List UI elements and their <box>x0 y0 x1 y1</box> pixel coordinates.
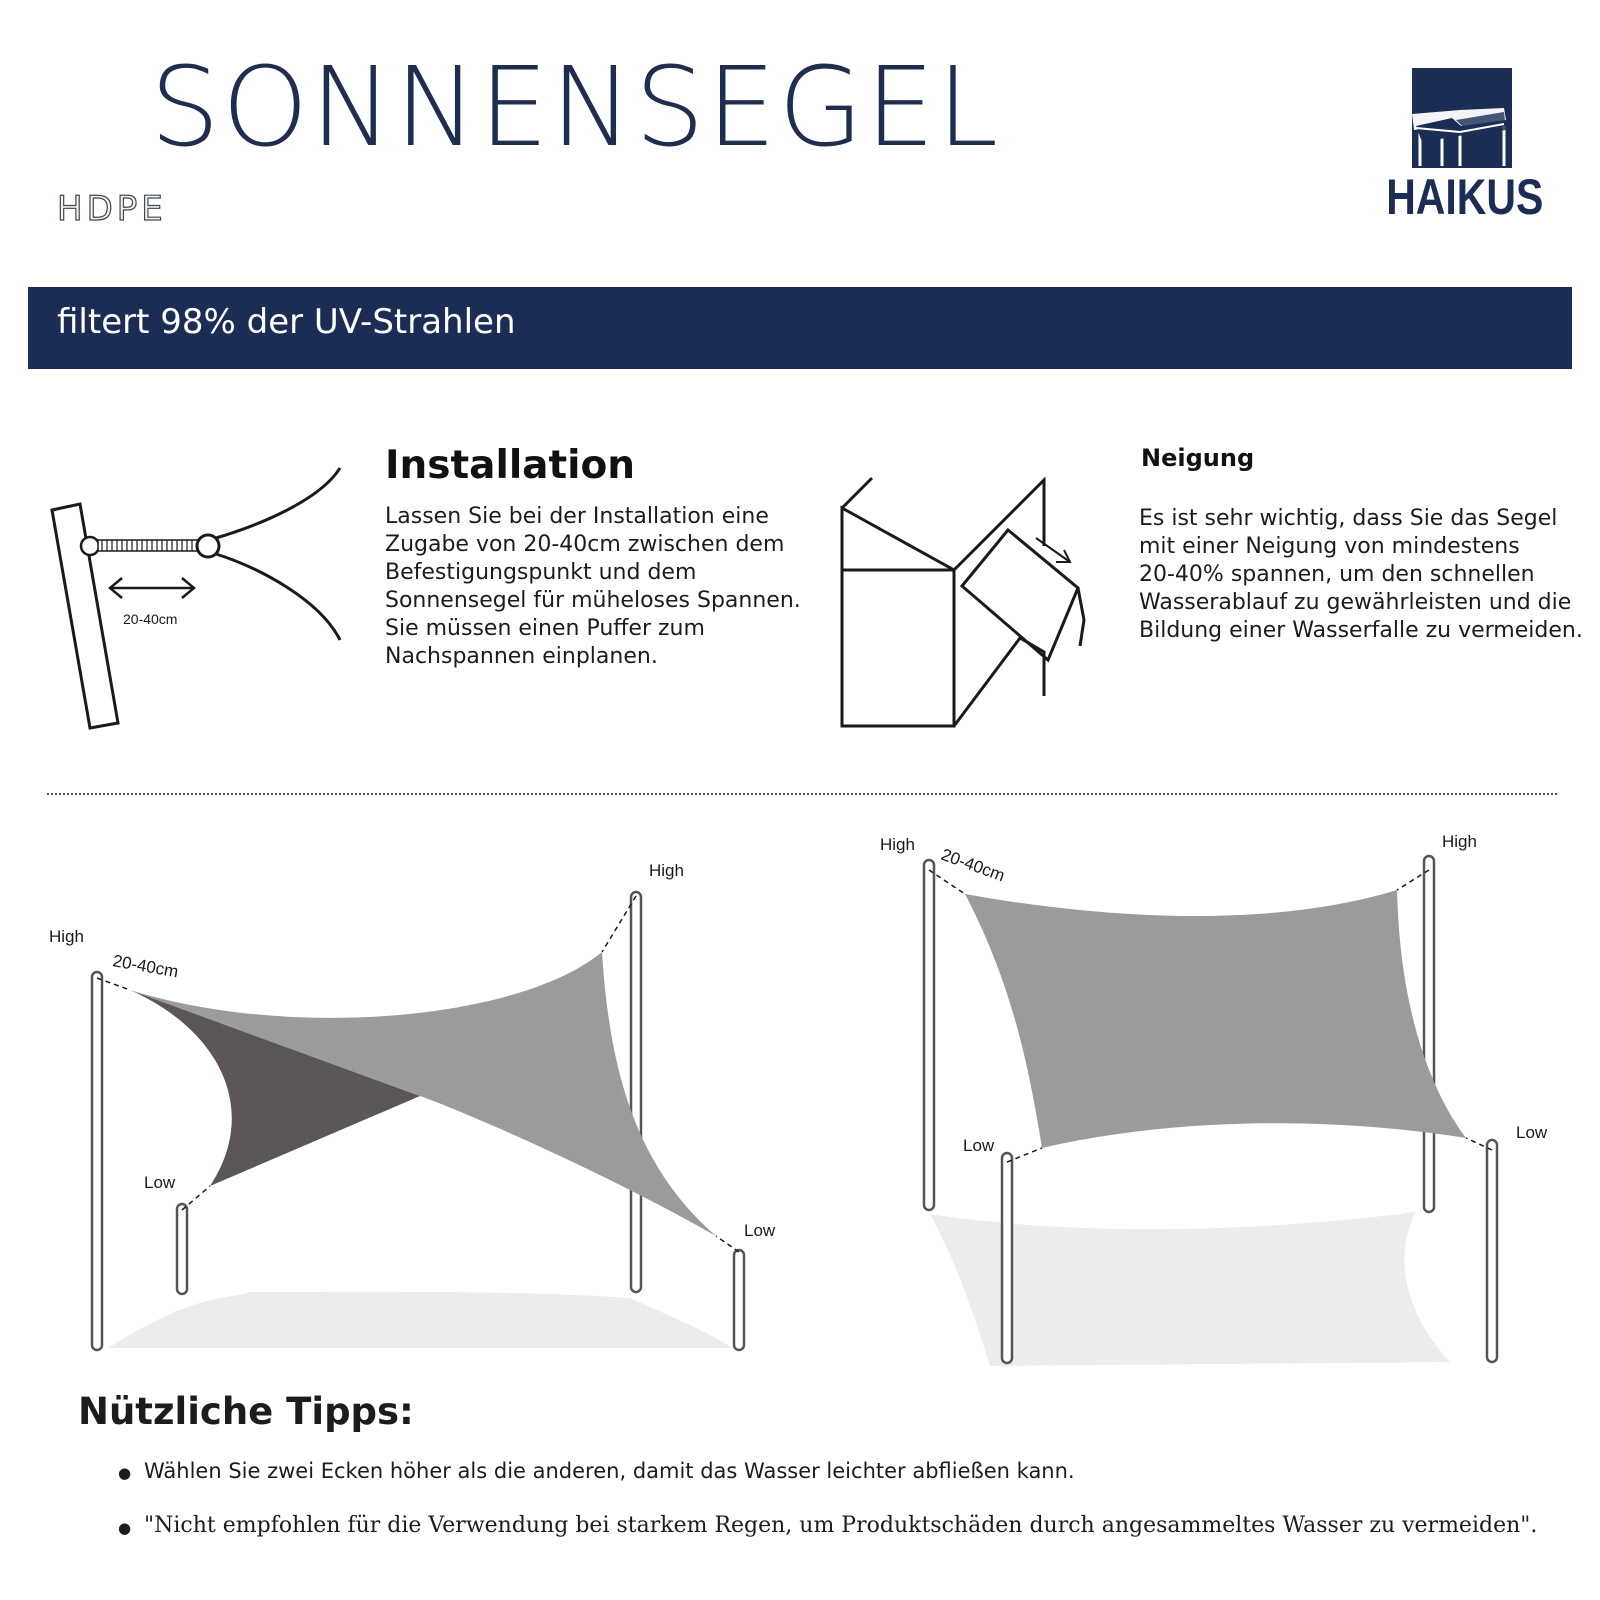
uv-banner <box>28 287 1572 369</box>
corner-label-low: Low <box>144 1173 176 1192</box>
slope-line: Es ist sehr wichtig, dass Sie das Segel <box>1139 506 1558 531</box>
ground-shadow <box>108 1292 732 1348</box>
sail-light-side <box>130 952 716 1236</box>
installation-line: Sie müssen einen Puffer zum <box>385 616 705 641</box>
installation-heading: Installation <box>385 443 636 488</box>
corner-label-high: High <box>1442 832 1477 851</box>
turnbuckle-spring <box>98 540 198 551</box>
dotted-divider <box>47 793 1557 795</box>
post <box>631 892 641 1292</box>
page-title: SONNENSEGEL <box>150 43 1001 171</box>
installation-line: Sonnensegel für müheloses Spannen. <box>385 588 801 613</box>
installation-line: Befestigungspunkt und dem <box>385 560 697 585</box>
post <box>1424 856 1434 1212</box>
post <box>924 860 934 1210</box>
corner-label-high: High <box>880 835 915 854</box>
list-item: ● "Nicht empfohlen für die Verwendung bei starkem Regen, um Produktschäden durch angesammeltes Wasser zu vermeiden". <box>118 1511 1558 1541</box>
double-arrow-icon <box>110 578 194 598</box>
rectangle-sail-illustration <box>870 830 1570 1370</box>
corner-label-high: High <box>649 861 684 880</box>
slope-text <box>1139 505 1594 645</box>
corner-label-low: Low <box>744 1221 776 1240</box>
corner-label-low: Low <box>1516 1123 1548 1142</box>
post <box>92 972 102 1350</box>
post <box>1002 1153 1012 1363</box>
corner-label-low: Low <box>963 1136 995 1155</box>
tips-list <box>118 1456 1558 1541</box>
installation-diagram <box>40 460 350 740</box>
slope-line: Bildung einer Wasserfalle zu vermeiden. <box>1139 618 1583 643</box>
sail-edge <box>216 554 340 640</box>
slope-line: mit einer Neigung von mindestens <box>1139 534 1520 559</box>
uv-banner-text: filtert 98% der UV-Strahlen <box>57 302 516 342</box>
sail-edge <box>216 468 340 538</box>
sail-rectangle <box>965 890 1466 1148</box>
corner-label-high: High <box>49 927 84 946</box>
post <box>734 1250 744 1350</box>
slope-heading: Neigung <box>1141 444 1255 472</box>
slope-line: Wasserablauf zu gewährleisten und die <box>1139 590 1572 615</box>
gap-label: 20-40cm <box>938 844 1008 886</box>
installation-line: Zugabe von 20-40cm zwischen dem <box>385 532 785 557</box>
list-item: ● Wählen Sie zwei Ecken höher als die anderen, damit das Wasser leichter abfließen kann. <box>118 1456 1558 1486</box>
installation-line: Lassen Sie bei der Installation eine <box>385 504 769 529</box>
slope-line: 20-40% spannen, um den schnellen <box>1139 562 1535 587</box>
post <box>177 1204 187 1294</box>
slope-diagram <box>838 470 1098 730</box>
triangle-sail-illustration <box>40 860 800 1360</box>
sail-logo-icon <box>1412 68 1512 168</box>
material-subtitle: HDPE <box>57 189 167 229</box>
post <box>1487 1140 1497 1362</box>
sail-ring <box>197 535 219 557</box>
gap-label: 20-40cm <box>111 951 180 982</box>
brand-name: HAIKUS <box>1386 169 1544 225</box>
tips-heading: Nützliche Tipps: <box>78 1390 414 1433</box>
installation-text <box>385 503 825 671</box>
installation-line: Nachspannen einplanen. <box>385 644 658 669</box>
gap-label: 20-40cm <box>123 611 178 627</box>
